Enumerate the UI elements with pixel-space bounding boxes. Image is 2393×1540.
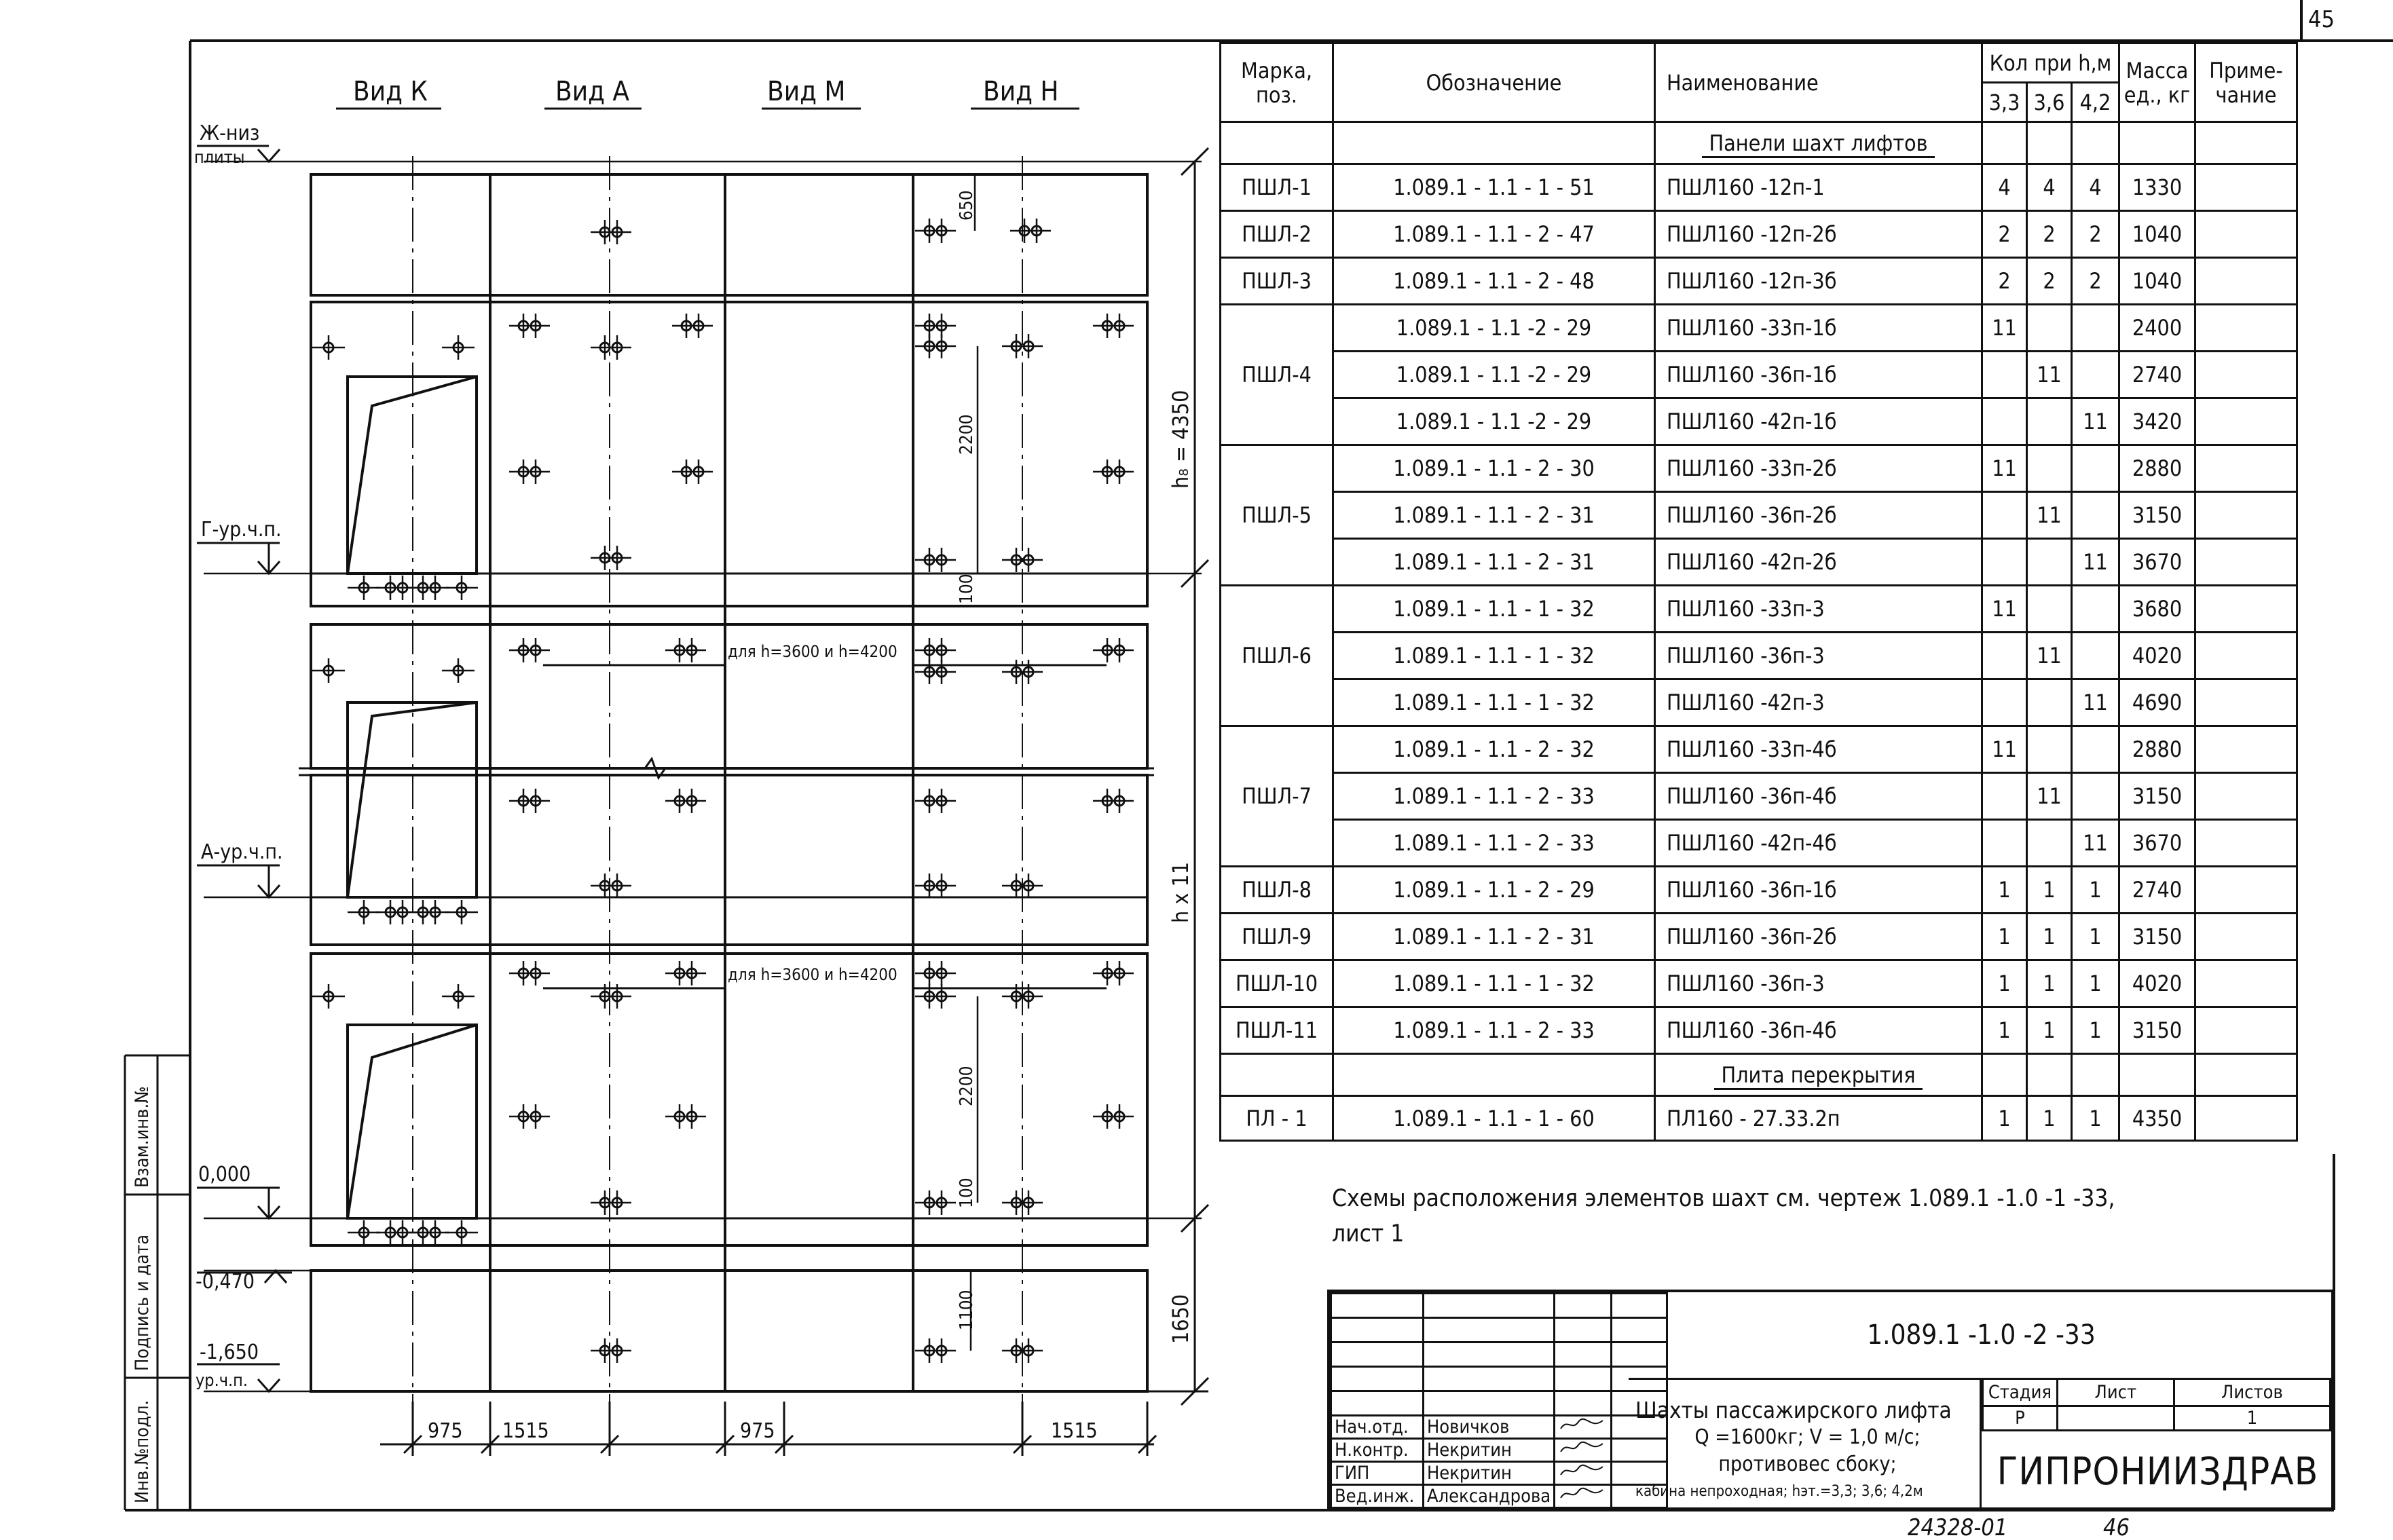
cell-name: ПШЛ160 -12п-2б [1655, 211, 1982, 258]
cell-qty-33: 1 [1982, 960, 2027, 1007]
cell-qty-42: 2 [2072, 258, 2119, 305]
cell-mass: 3670 [2119, 820, 2195, 867]
cell-designation: 1.089.1 - 1.1 - 2 - 33 [1333, 773, 1655, 820]
table-row [1221, 726, 2297, 773]
cell-qty-33: 11 [1982, 445, 2027, 492]
schemes-note-line1: Схемы расположения элементов шахт см. чертеж 1.089.1 -1.0 -1 -33, [1332, 1185, 2115, 1212]
table-row [1221, 914, 2297, 960]
hdr-qty: Кол при h,м [1982, 43, 2119, 83]
sheet-value [2057, 1406, 2174, 1431]
stage-grid [1982, 1378, 2331, 1431]
dim-2200-bottom: 2200 [957, 1066, 977, 1106]
view-title-k: Вид К [353, 76, 428, 107]
table-row [1221, 492, 2297, 539]
cell-qty-42: 2 [2072, 211, 2119, 258]
cell-name: ПШЛ160 -12п-3б [1655, 258, 1982, 305]
table-row [1221, 164, 2297, 211]
slab-mark: ПЛ - 1 [1221, 1096, 1333, 1141]
cell-qty-33 [1982, 398, 2027, 445]
cell-name: ПШЛ160 -33п-2б [1655, 445, 1982, 492]
level-zh-niz: Ж-низ [200, 121, 260, 145]
cell-qty-36: 11 [2027, 773, 2072, 820]
staff-grid [1330, 1292, 1668, 1509]
cell-qty-42: 1 [2072, 914, 2119, 960]
right-dims [1168, 390, 1193, 1344]
title-line-2: Q =1600кг; V = 1,0 м/с; [1694, 1425, 1921, 1449]
hdr-mark: Марка, поз. [1221, 43, 1333, 122]
cell-name: ПШЛ160 -42п-2б [1655, 539, 1982, 586]
cell-qty-36: 4 [2027, 164, 2072, 211]
cell-name: ПШЛ160 -36п-4б [1655, 773, 1982, 820]
cell-mass: 4020 [2119, 960, 2195, 1007]
cell-designation: 1.089.1 - 1.1 -2 - 29 [1333, 398, 1655, 445]
cell-designation: 1.089.1 - 1.1 - 1 - 32 [1333, 960, 1655, 1007]
cell-note [2195, 398, 2297, 445]
hdr-h33: 3,3 [1982, 83, 2027, 122]
dim-1650: 1650 [1168, 1294, 1193, 1344]
staff-row [1331, 1485, 1667, 1508]
hdr-name: Наименование [1655, 43, 1982, 122]
cell-qty-36 [2027, 679, 2072, 726]
cell-designation: 1.089.1 - 1.1 - 1 - 32 [1333, 679, 1655, 726]
slab-name: ПЛ160 - 27.33.2п [1655, 1096, 1982, 1141]
cell-qty-36 [2027, 445, 2072, 492]
cell-name: ПШЛ160 -33п-1б [1655, 305, 1982, 352]
cell-qty-36: 1 [2027, 914, 2072, 960]
cell-name: ПШЛ160 -42п-4б [1655, 820, 1982, 867]
cell-qty-36 [2027, 305, 2072, 352]
cell-qty-42: 11 [2072, 398, 2119, 445]
cell-mass: 3150 [2119, 914, 2195, 960]
title-line-1: Шахты пассажирского лифта [1635, 1397, 1952, 1423]
view-title-a: Вид А [555, 76, 629, 107]
cell-qty-36: 2 [2027, 258, 2072, 305]
cell-qty-33 [1982, 492, 2027, 539]
cell-qty-33 [1982, 352, 2027, 398]
level-urchp: ур.ч.п. [196, 1370, 248, 1390]
cell-qty-33: 1 [1982, 914, 2027, 960]
cell-name: ПШЛ160 -36п-2б [1655, 492, 1982, 539]
table-row [1221, 539, 2297, 586]
staff-name: Новичков [1424, 1416, 1555, 1439]
cell-qty-36: 11 [2027, 492, 2072, 539]
cell-mass: 3420 [2119, 398, 2195, 445]
cell-qty-33: 1 [1982, 1007, 2027, 1054]
cell-mark: ПШЛ-5 [1221, 445, 1333, 586]
cell-note [2195, 258, 2297, 305]
hdr-h42: 4,2 [2072, 83, 2119, 122]
section-slab: Плита перекрытия [1714, 1062, 1922, 1090]
cell-name: ПШЛ160 -36п-2б [1655, 914, 1982, 960]
cell-note [2195, 539, 2297, 586]
cell-qty-42 [2072, 492, 2119, 539]
staff-role: Н.контр. [1331, 1439, 1424, 1462]
dim-100-top: 100 [957, 574, 977, 604]
sheet-number: 45 [2308, 6, 2335, 33]
cell-designation: 1.089.1 - 1.1 -2 - 29 [1333, 352, 1655, 398]
cell-designation: 1.089.1 - 1.1 - 1 - 51 [1333, 164, 1655, 211]
table-row [1221, 445, 2297, 492]
cell-qty-42: 1 [2072, 960, 2119, 1007]
title-line-4: кабина непроходная; hэт.=3,3; 3,6; 4,2м [1635, 1483, 1923, 1500]
sheets-value: 1 [2174, 1406, 2330, 1431]
cell-designation: 1.089.1 - 1.1 - 2 - 33 [1333, 1007, 1655, 1054]
cell-mark: ПШЛ-3 [1221, 258, 1333, 305]
dim-2200-top: 2200 [957, 414, 977, 455]
table-row [1221, 211, 2297, 258]
table-row-slab [1221, 1096, 2297, 1141]
cell-qty-42 [2072, 633, 2119, 679]
signature [1555, 1439, 1612, 1462]
cell-qty-42: 11 [2072, 820, 2119, 867]
staff-name: Некритин [1424, 1462, 1555, 1485]
cell-mass: 2880 [2119, 445, 2195, 492]
slab-q42: 1 [2072, 1096, 2119, 1141]
cell-note [2195, 164, 2297, 211]
cell-qty-42: 11 [2072, 679, 2119, 726]
level-m047: -0,470 [196, 1270, 255, 1294]
strip-inv-podl: Инв.№подл. [132, 1400, 153, 1503]
signature [1555, 1485, 1612, 1508]
inner-dims [957, 190, 977, 1330]
level-plity: плиты [194, 147, 245, 167]
cell-qty-33: 2 [1982, 211, 2027, 258]
hdr-designation: Обозначение [1333, 43, 1655, 122]
signature [1555, 1416, 1612, 1439]
dim-650: 650 [957, 190, 977, 221]
cell-mass: 2740 [2119, 867, 2195, 914]
cell-mark: ПШЛ-11 [1221, 1007, 1333, 1054]
cell-qty-36: 1 [2027, 960, 2072, 1007]
dim-1515-b: 1515 [1051, 1419, 1098, 1443]
staff-row [1331, 1462, 1667, 1485]
cell-mark: ПШЛ-1 [1221, 164, 1333, 211]
stage-header: Стадия [1983, 1379, 2058, 1406]
drawing-title [1629, 1378, 1982, 1510]
cell-qty-36 [2027, 726, 2072, 773]
table-row [1221, 305, 2297, 352]
cell-designation: 1.089.1 - 1.1 - 2 - 47 [1333, 211, 1655, 258]
cell-note [2195, 726, 2297, 773]
note-labels [728, 642, 897, 984]
cell-name: ПШЛ160 -42п-1б [1655, 398, 1982, 445]
cell-mark: ПШЛ-2 [1221, 211, 1333, 258]
cell-mark: ПШЛ-7 [1221, 726, 1333, 867]
cell-mass: 3150 [2119, 1007, 2195, 1054]
view-title-n: Вид Н [983, 76, 1059, 107]
table-row [1221, 679, 2297, 726]
table-row [1221, 960, 2297, 1007]
embedded-parts [312, 219, 1134, 1363]
cell-note [2195, 960, 2297, 1007]
cell-qty-33: 11 [1982, 726, 2027, 773]
hdr-mass: Масса ед., кг [2119, 43, 2195, 122]
cell-designation: 1.089.1 - 1.1 - 1 - 32 [1333, 633, 1655, 679]
view-title-m: Вид М [767, 76, 846, 107]
cell-mass: 3670 [2119, 539, 2195, 586]
archive-stamp: 24328-01 [1908, 1514, 2008, 1540]
staff-role: Вед.инж. [1331, 1485, 1424, 1508]
cell-designation: 1.089.1 - 1.1 - 2 - 31 [1333, 492, 1655, 539]
cell-mass: 4690 [2119, 679, 2195, 726]
cell-name: ПШЛ160 -36п-1б [1655, 352, 1982, 398]
cell-name: ПШЛ160 -36п-4б [1655, 1007, 1982, 1054]
table-row [1221, 773, 2297, 820]
note-h-top: для h=3600 и h=4200 [728, 642, 897, 661]
cell-qty-42 [2072, 726, 2119, 773]
organization-name: ГИПРОНИИЗДРАВ [1997, 1449, 2319, 1494]
title-block [1327, 1290, 2334, 1510]
cell-mass: 1040 [2119, 211, 2195, 258]
cell-qty-42: 1 [2072, 1007, 2119, 1054]
cell-designation: 1.089.1 - 1.1 - 2 - 31 [1333, 539, 1655, 586]
signature [1555, 1462, 1612, 1485]
slab-q33: 1 [1982, 1096, 2027, 1141]
cell-note [2195, 1007, 2297, 1054]
cell-note [2195, 867, 2297, 914]
cell-mark: ПШЛ-8 [1221, 867, 1333, 914]
cell-note [2195, 820, 2297, 867]
cell-note [2195, 633, 2297, 679]
cell-qty-33 [1982, 773, 2027, 820]
cell-designation: 1.089.1 - 1.1 - 2 - 30 [1333, 445, 1655, 492]
cell-qty-42 [2072, 586, 2119, 633]
cell-qty-36: 1 [2027, 1007, 2072, 1054]
cell-mass: 3680 [2119, 586, 2195, 633]
cell-qty-36 [2027, 539, 2072, 586]
cell-qty-42 [2072, 305, 2119, 352]
cell-name: ПШЛ160 -33п-4б [1655, 726, 1982, 773]
cell-note [2195, 211, 2297, 258]
table-row [1221, 1007, 2297, 1054]
title-line-3: противовес сбоку; [1718, 1452, 1897, 1476]
level-zero: 0,000 [198, 1163, 251, 1186]
cell-mark: ПШЛ-4 [1221, 305, 1333, 445]
table-row [1221, 258, 2297, 305]
level-m165: -1,650 [200, 1340, 259, 1364]
cell-qty-33: 1 [1982, 867, 2027, 914]
dim-1515-a: 1515 [502, 1419, 549, 1443]
cell-qty-33 [1982, 633, 2027, 679]
cell-qty-42 [2072, 352, 2119, 398]
dim-100-bottom: 100 [957, 1178, 977, 1208]
cell-name: ПШЛ160 -33п-3 [1655, 586, 1982, 633]
cell-mark: ПШЛ-9 [1221, 914, 1333, 960]
cell-qty-42: 1 [2072, 867, 2119, 914]
cell-qty-33 [1982, 820, 2027, 867]
sheet-header: Лист [2057, 1379, 2174, 1406]
cell-name: ПШЛ160 -36п-1б [1655, 867, 1982, 914]
schemes-note [1332, 1181, 2115, 1252]
dim-1100: 1100 [957, 1290, 977, 1330]
table-row [1221, 820, 2297, 867]
dim-hx11: h x 11 [1168, 861, 1193, 923]
cell-mark: ПШЛ-10 [1221, 960, 1333, 1007]
cell-qty-36: 11 [2027, 633, 2072, 679]
hdr-note: Приме- чание [2195, 43, 2297, 122]
schemes-note-line2: лист 1 [1332, 1220, 1405, 1247]
cell-note [2195, 445, 2297, 492]
cell-qty-36: 2 [2027, 211, 2072, 258]
cell-designation: 1.089.1 - 1.1 - 2 - 31 [1333, 914, 1655, 960]
staff-name: Александрова [1424, 1485, 1555, 1508]
cell-mass: 1040 [2119, 258, 2195, 305]
cell-note [2195, 914, 2297, 960]
cell-note [2195, 773, 2297, 820]
cell-qty-33: 11 [1982, 586, 2027, 633]
staff-row [1331, 1416, 1667, 1439]
cell-designation: 1.089.1 - 1.1 -2 - 29 [1333, 305, 1655, 352]
cell-mass: 3150 [2119, 773, 2195, 820]
sheets-header: Листов [2174, 1379, 2330, 1406]
view-titles [353, 76, 1058, 107]
level-g: Г-ур.ч.п. [201, 518, 282, 542]
level-a: А-ур.ч.п. [201, 840, 283, 864]
cell-qty-36 [2027, 586, 2072, 633]
note-h-bottom: для h=3600 и h=4200 [728, 965, 897, 984]
dim-975-b: 975 [740, 1419, 775, 1443]
table-row [1221, 398, 2297, 445]
cell-qty-33: 2 [1982, 258, 2027, 305]
table-row [1221, 633, 2297, 679]
cell-qty-36: 1 [2027, 867, 2072, 914]
stage-value: Р [1983, 1406, 2058, 1431]
cell-mass: 1330 [2119, 164, 2195, 211]
section-panels: Панели шахт лифтов [1702, 130, 1934, 158]
strip-vzam: Взам.инв.№ [132, 1086, 153, 1188]
staff-role: Нач.отд. [1331, 1416, 1424, 1439]
cell-mark: ПШЛ-6 [1221, 586, 1333, 726]
cell-qty-36 [2027, 820, 2072, 867]
cell-mass: 2740 [2119, 352, 2195, 398]
cell-name: ПШЛ160 -12п-1 [1655, 164, 1982, 211]
drawing-code: 1.089.1 -1.0 -2 -33 [1629, 1292, 2334, 1380]
table-row [1221, 867, 2297, 914]
cell-designation: 1.089.1 - 1.1 - 2 - 33 [1333, 820, 1655, 867]
cell-qty-33 [1982, 539, 2027, 586]
cell-qty-33: 11 [1982, 305, 2027, 352]
hdr-h36: 3,6 [2027, 83, 2072, 122]
cell-mass: 2400 [2119, 305, 2195, 352]
slab-q36: 1 [2027, 1096, 2072, 1141]
slab-designation: 1.089.1 - 1.1 - 1 - 60 [1333, 1096, 1655, 1141]
cell-name: ПШЛ160 -36п-3 [1655, 633, 1982, 679]
cell-qty-36 [2027, 398, 2072, 445]
bottom-dims [428, 1419, 1098, 1443]
specification-table [1219, 42, 2298, 1142]
strip-podpis: Подпись и дата [132, 1234, 153, 1371]
cell-note [2195, 492, 2297, 539]
cell-qty-36: 11 [2027, 352, 2072, 398]
cell-note [2195, 305, 2297, 352]
table-row [1221, 352, 2297, 398]
staff-role: ГИП [1331, 1462, 1424, 1485]
cell-name: ПШЛ160 -42п-3 [1655, 679, 1982, 726]
cell-name: ПШЛ160 -36п-3 [1655, 960, 1982, 1007]
cell-qty-42 [2072, 445, 2119, 492]
cell-designation: 1.089.1 - 1.1 - 2 - 29 [1333, 867, 1655, 914]
cell-note [2195, 586, 2297, 633]
cell-qty-42: 11 [2072, 539, 2119, 586]
staff-row [1331, 1439, 1667, 1462]
cell-designation: 1.089.1 - 1.1 - 2 - 32 [1333, 726, 1655, 773]
dim-h8: h₈ = 4350 [1168, 390, 1193, 489]
cell-mass: 4020 [2119, 633, 2195, 679]
table-row [1221, 586, 2297, 633]
cell-note [2195, 352, 2297, 398]
cell-designation: 1.089.1 - 1.1 - 1 - 32 [1333, 586, 1655, 633]
cell-qty-33: 4 [1982, 164, 2027, 211]
cell-qty-42 [2072, 773, 2119, 820]
cell-designation: 1.089.1 - 1.1 - 2 - 48 [1333, 258, 1655, 305]
cell-note [2195, 679, 2297, 726]
dim-975-a: 975 [428, 1419, 463, 1443]
page-number: 46 [2103, 1514, 2130, 1540]
staff-name: Некритин [1424, 1439, 1555, 1462]
slab-mass: 4350 [2119, 1096, 2195, 1141]
cell-qty-33 [1982, 679, 2027, 726]
cell-qty-42: 4 [2072, 164, 2119, 211]
cell-mass: 2880 [2119, 726, 2195, 773]
cell-mass: 3150 [2119, 492, 2195, 539]
